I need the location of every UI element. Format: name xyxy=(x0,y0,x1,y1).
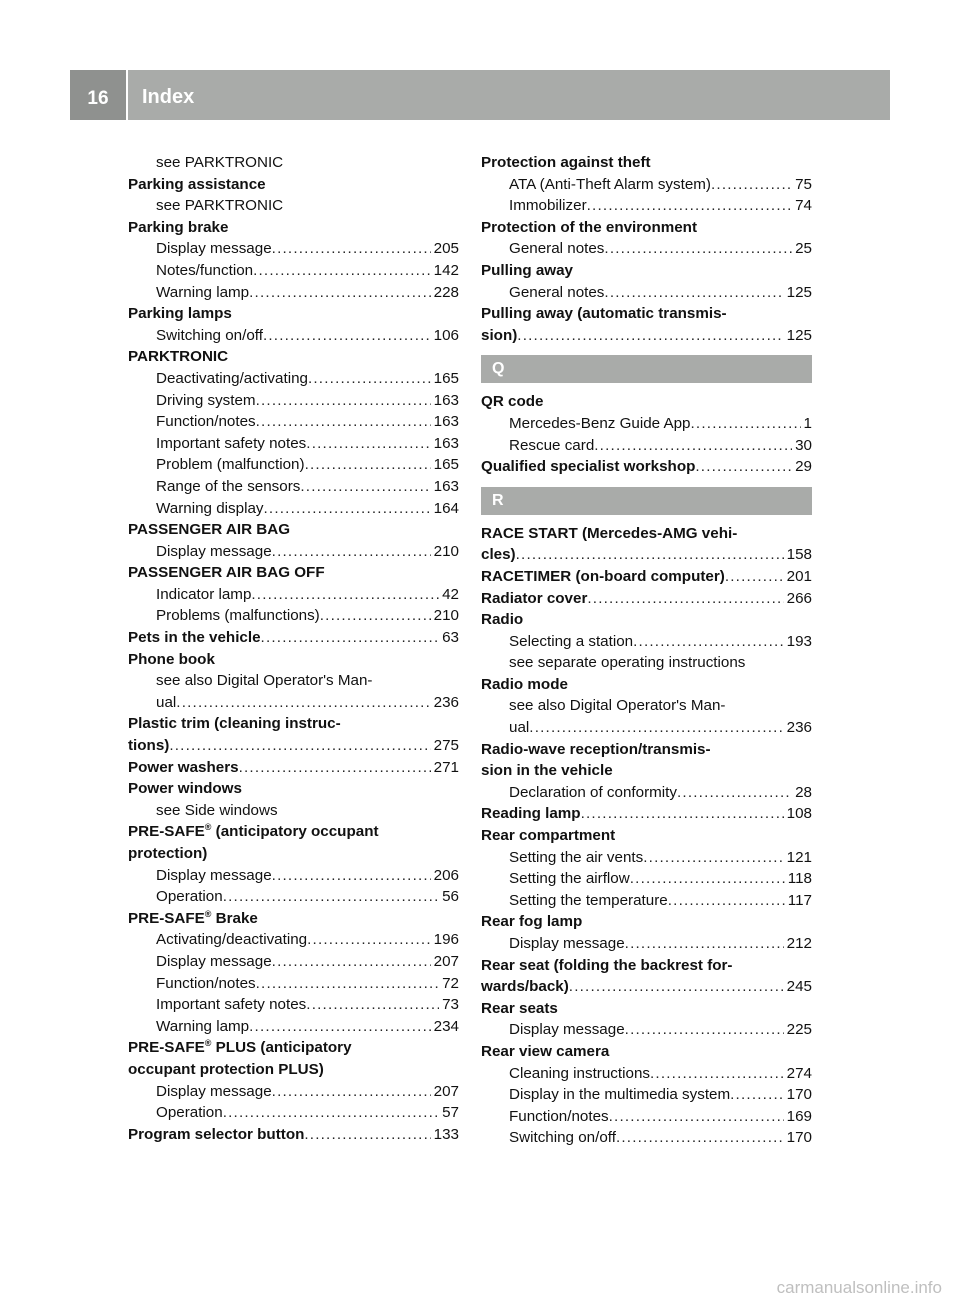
entry-text: Indicator lamp xyxy=(156,585,252,603)
page-reference: 118 xyxy=(787,870,812,888)
entry-text: Selecting a station xyxy=(509,632,634,650)
entry-text: Radio xyxy=(481,611,524,629)
page-reference: 165 xyxy=(433,456,459,474)
index-subentry xyxy=(128,238,459,260)
entry-text: Radio-wave reception/transmis- xyxy=(481,740,711,758)
index-entry xyxy=(481,674,812,696)
page-reference: 170 xyxy=(786,1086,812,1104)
entry-text: Problems (malfunctions) xyxy=(156,607,320,625)
dot-leader xyxy=(239,757,431,779)
page-reference: 1 xyxy=(803,414,812,432)
page-reference: 30 xyxy=(795,436,812,454)
header-divider xyxy=(126,70,128,120)
entry-text: Phone book xyxy=(128,650,215,668)
entry-text: Protection against theft xyxy=(481,154,651,171)
index-subentry xyxy=(481,695,812,717)
entry-text: Important safety notes xyxy=(156,996,307,1014)
index-subentry xyxy=(128,1102,459,1124)
index-subentry xyxy=(481,868,812,890)
entry-text: Parking brake xyxy=(128,218,229,236)
page-reference: 42 xyxy=(442,585,459,603)
page-reference: 164 xyxy=(433,499,459,517)
dot-leader xyxy=(616,1127,784,1149)
index-subentry xyxy=(481,890,812,912)
index-entry xyxy=(128,562,459,584)
entry-text: Operation xyxy=(156,888,223,906)
index-entry xyxy=(128,1037,459,1059)
dot-leader xyxy=(256,390,431,412)
entry-text: see also Digital Operator's Man- xyxy=(156,672,373,690)
index-subentry xyxy=(128,325,459,347)
page-reference: 125 xyxy=(786,283,812,301)
page-reference: 63 xyxy=(442,629,459,647)
index-subentry xyxy=(481,413,812,435)
index-subentry xyxy=(481,195,812,217)
entry-text: Display message xyxy=(509,935,625,952)
dot-leader xyxy=(604,282,783,304)
index-entry xyxy=(128,821,459,843)
page-reference: 201 xyxy=(786,567,812,585)
index-entry xyxy=(128,735,459,757)
page-reference: 210 xyxy=(433,542,459,560)
index-subentry xyxy=(128,368,459,390)
dot-leader xyxy=(261,627,440,649)
dot-leader xyxy=(272,238,431,260)
index-entry xyxy=(481,998,812,1020)
dot-leader xyxy=(630,868,785,890)
dot-leader xyxy=(594,435,792,457)
entry-text: Function/notes xyxy=(156,974,256,992)
entry-text: Display message xyxy=(156,1082,272,1100)
page-reference: 142 xyxy=(433,261,459,279)
entry-text: Warning lamp xyxy=(156,283,250,301)
page-reference: 266 xyxy=(786,589,812,607)
index-subentry xyxy=(128,390,459,412)
dot-leader xyxy=(516,544,784,566)
entry-text: Activating/deactivating xyxy=(156,931,308,949)
page-reference: 207 xyxy=(433,952,459,970)
entry-text: Mercedes-Benz Guide App xyxy=(509,414,691,432)
dot-leader xyxy=(625,1019,784,1041)
entry-text: ual xyxy=(509,719,530,737)
page-reference: 170 xyxy=(786,1129,812,1147)
entry-text: see separate operating instructions xyxy=(509,654,746,672)
index-entry xyxy=(128,1059,459,1081)
entry-text: RACETIMER (on-board computer) xyxy=(481,567,725,585)
entry-text: Important safety notes xyxy=(156,434,307,452)
index-subentry xyxy=(128,498,459,520)
dot-leader xyxy=(249,1016,431,1038)
dot-leader xyxy=(272,865,431,887)
dot-leader xyxy=(643,847,783,869)
entry-text: Display message xyxy=(156,542,272,560)
index-subentry xyxy=(128,994,459,1016)
dot-leader xyxy=(587,195,792,217)
letter-section-header: Q xyxy=(481,355,812,383)
index-entry xyxy=(481,825,812,847)
dot-leader xyxy=(256,411,431,433)
index-subentry xyxy=(128,670,459,692)
index-entry xyxy=(128,627,459,649)
index-subentry xyxy=(128,951,459,973)
dot-leader xyxy=(711,174,792,196)
index-entry xyxy=(128,346,459,368)
index-column-left xyxy=(128,152,459,1145)
index-subentry xyxy=(128,605,459,627)
page-reference: 163 xyxy=(433,434,459,452)
page-reference: 25 xyxy=(795,240,812,258)
dot-leader xyxy=(256,973,439,995)
entry-text: Notes/function xyxy=(156,261,254,279)
entry-text: Display message xyxy=(156,240,272,258)
dot-leader xyxy=(517,325,783,347)
dot-leader xyxy=(320,605,431,627)
dot-leader xyxy=(307,929,431,951)
index-subentry xyxy=(481,1063,812,1085)
dot-leader xyxy=(263,325,431,347)
dot-leader xyxy=(633,631,784,653)
index-subentry xyxy=(481,1084,812,1106)
index-entry xyxy=(481,760,812,782)
dot-leader xyxy=(272,1081,431,1103)
dot-leader xyxy=(581,803,784,825)
entry-text: Pulling away (automatic transmis- xyxy=(481,305,727,323)
page-reference: 74 xyxy=(795,197,812,215)
dot-leader xyxy=(272,951,431,973)
entry-text: Rear seat (folding the backrest for- xyxy=(481,956,733,974)
entry-text: Switching on/off xyxy=(509,1129,616,1147)
entry-text: PARKTRONIC xyxy=(128,348,229,366)
entry-text: Protection of the environment xyxy=(481,218,698,236)
dot-leader xyxy=(169,735,430,757)
index-entry xyxy=(481,523,812,545)
index-subentry xyxy=(481,652,812,674)
entry-text: Rear compartment xyxy=(481,827,616,845)
index-column-right xyxy=(481,152,812,1149)
page-number: 16 xyxy=(70,70,126,120)
entry-text: Deactivating/activating xyxy=(156,369,308,387)
dot-leader xyxy=(587,588,783,610)
index-subentry xyxy=(128,541,459,563)
page-reference: 163 xyxy=(433,413,459,431)
entry-text: Setting the air vents xyxy=(509,848,644,866)
index-subentry xyxy=(128,411,459,433)
entry-text: Range of the sensors xyxy=(156,477,301,495)
entry-text: Display message xyxy=(156,866,272,884)
entry-text: Plastic trim (cleaning instruc- xyxy=(128,715,341,733)
entry-text: Display message xyxy=(509,1021,625,1039)
index-entry xyxy=(481,566,812,588)
index-subentry xyxy=(128,260,459,282)
page-reference: 165 xyxy=(433,369,459,387)
dot-leader xyxy=(625,933,784,955)
index-entry xyxy=(481,588,812,610)
dot-leader xyxy=(695,456,792,478)
entry-text: Pets in the vehicle xyxy=(128,629,261,647)
index-entry xyxy=(128,908,459,930)
entry-text: Driving system xyxy=(156,391,256,409)
index-subentry xyxy=(128,886,459,908)
page-reference: 207 xyxy=(433,1082,459,1100)
index-subentry xyxy=(128,973,459,995)
entry-text: see PARKTRONIC xyxy=(156,154,284,171)
entry-text: ATA (Anti-Theft Alarm system) xyxy=(509,175,711,193)
index-entry xyxy=(128,843,459,865)
index-subentry xyxy=(481,1127,812,1149)
page-reference: 163 xyxy=(433,391,459,409)
index-entry xyxy=(128,217,459,239)
entry-text: see also Digital Operator's Man- xyxy=(509,697,726,715)
index-subentry xyxy=(128,282,459,304)
entry-text: PRE-SAFE® (anticipatory occupant xyxy=(128,822,379,841)
page-reference: 29 xyxy=(795,458,812,476)
entry-text: see Side windows xyxy=(156,801,278,819)
entry-text: Display message xyxy=(156,952,272,970)
entry-text: Radio mode xyxy=(481,675,568,693)
entry-text: Warning lamp xyxy=(156,1017,250,1035)
entry-text: Function/notes xyxy=(509,1107,609,1125)
entry-text: cles) xyxy=(481,546,516,564)
index-entry xyxy=(481,976,812,998)
page-reference: 212 xyxy=(786,935,812,952)
index-entry xyxy=(481,152,812,174)
index-entry xyxy=(481,609,812,631)
index-subentry xyxy=(128,865,459,887)
dot-leader xyxy=(604,238,792,260)
entry-text: Parking lamps xyxy=(128,305,232,323)
entry-text: Radiator cover xyxy=(481,589,588,607)
dot-leader xyxy=(730,1084,784,1106)
index-subentry xyxy=(128,476,459,498)
page-reference: 228 xyxy=(433,283,459,301)
page-reference: 236 xyxy=(433,693,459,711)
entry-text: RACE START (Mercedes-AMG vehi- xyxy=(481,524,738,542)
index-entry xyxy=(128,519,459,541)
page-reference: 125 xyxy=(786,326,812,344)
page-reference: 121 xyxy=(786,848,812,866)
index-entry xyxy=(128,778,459,800)
page-reference: 234 xyxy=(433,1017,459,1035)
entry-text: tions) xyxy=(128,737,170,755)
index-subentry xyxy=(481,282,812,304)
page-reference: 158 xyxy=(786,546,812,564)
index-entry xyxy=(481,391,812,413)
dot-leader xyxy=(650,1063,784,1085)
entry-text: Pulling away xyxy=(481,261,573,279)
dot-leader xyxy=(691,413,801,435)
index-entry xyxy=(481,217,812,239)
index-subentry xyxy=(481,782,812,804)
page-reference: 210 xyxy=(433,607,459,625)
page-reference: 163 xyxy=(433,477,459,495)
entry-text: see PARKTRONIC xyxy=(156,197,284,215)
letter-section-header: R xyxy=(481,487,812,515)
entry-text: Program selector button xyxy=(128,1125,305,1143)
dot-leader xyxy=(272,541,431,563)
index-subentry xyxy=(128,929,459,951)
entry-text: Switching on/off xyxy=(156,326,263,344)
page-reference: 73 xyxy=(442,996,459,1014)
dot-leader xyxy=(306,994,439,1016)
index-entry xyxy=(481,803,812,825)
index-subentry xyxy=(481,717,812,739)
entry-text: wards/back) xyxy=(481,978,569,996)
dot-leader xyxy=(306,433,430,455)
entry-text: Power washers xyxy=(128,758,239,776)
index-subentry xyxy=(481,174,812,196)
entry-text: Warning display xyxy=(156,499,264,517)
entry-text: General notes xyxy=(509,240,605,258)
section-title: Index xyxy=(142,85,195,108)
index-subentry xyxy=(481,933,812,955)
page-reference: 271 xyxy=(433,758,459,776)
entry-text: Declaration of conformity xyxy=(509,783,677,801)
page-reference: 169 xyxy=(786,1107,812,1125)
entry-text: PASSENGER AIR BAG OFF xyxy=(128,564,325,582)
dot-leader xyxy=(253,260,431,282)
entry-text: Display in the multimedia system xyxy=(509,1086,731,1104)
index-entry xyxy=(128,757,459,779)
page-reference: 57 xyxy=(442,1104,459,1122)
dot-leader xyxy=(223,886,439,908)
page-reference: 206 xyxy=(433,866,459,884)
index-entry xyxy=(481,739,812,761)
entry-text: Setting the airflow xyxy=(509,870,630,888)
index-subentry xyxy=(128,152,459,174)
page-reference: 133 xyxy=(433,1125,459,1143)
entry-text: Qualified specialist workshop xyxy=(481,458,696,476)
dot-leader xyxy=(305,454,431,476)
index-entry xyxy=(481,544,812,566)
index-entry xyxy=(128,713,459,735)
entry-text: QR code xyxy=(481,393,544,411)
entry-text: Rear seats xyxy=(481,999,558,1017)
index-subentry xyxy=(128,692,459,714)
index-subentry xyxy=(128,800,459,822)
entry-text: sion in the vehicle xyxy=(481,762,613,780)
entry-text: Rear fog lamp xyxy=(481,913,583,931)
entry-text: Reading lamp xyxy=(481,805,581,823)
index-entry xyxy=(481,260,812,282)
page-reference: 193 xyxy=(786,632,812,650)
dot-leader xyxy=(176,692,430,714)
dot-leader xyxy=(308,368,431,390)
index-subentry xyxy=(128,433,459,455)
dot-leader xyxy=(677,782,792,804)
index-subentry xyxy=(128,584,459,606)
index-entry xyxy=(481,911,812,933)
entry-text: sion) xyxy=(481,326,518,344)
dot-leader xyxy=(725,566,784,588)
entry-text: Setting the temperature xyxy=(509,891,668,909)
dot-leader xyxy=(304,1124,430,1146)
entry-text: PASSENGER AIR BAG xyxy=(128,521,291,539)
page-reference: 236 xyxy=(786,719,812,737)
page-reference: 275 xyxy=(433,737,459,755)
index-entry xyxy=(128,303,459,325)
index-subentry xyxy=(481,631,812,653)
entry-text: Rescue card xyxy=(509,436,595,454)
entry-text: occupant protection PLUS) xyxy=(128,1060,324,1078)
index-subentry xyxy=(128,1081,459,1103)
entry-text: Function/notes xyxy=(156,413,256,431)
dot-leader xyxy=(249,282,431,304)
index-subentry xyxy=(481,435,812,457)
index-subentry xyxy=(481,238,812,260)
dot-leader xyxy=(609,1106,784,1128)
entry-text: Problem (malfunction) xyxy=(156,456,305,474)
index-entry xyxy=(481,955,812,977)
page-reference: 245 xyxy=(786,978,812,996)
entry-text: Rear view camera xyxy=(481,1042,610,1060)
dot-leader xyxy=(263,498,430,520)
index-entry xyxy=(128,174,459,196)
page-reference: 225 xyxy=(786,1021,812,1039)
index-entry xyxy=(128,649,459,671)
entry-text: PRE-SAFE® PLUS (anticipatory xyxy=(128,1038,352,1057)
dot-leader xyxy=(529,717,783,739)
dot-leader xyxy=(668,890,785,912)
index-subentry xyxy=(128,195,459,217)
dot-leader xyxy=(300,476,430,498)
entry-text: Parking assistance xyxy=(128,175,266,193)
page-reference: 205 xyxy=(433,240,459,258)
dot-leader xyxy=(569,976,784,998)
dot-leader xyxy=(251,584,439,606)
page-reference: 117 xyxy=(787,891,812,909)
entry-text: Power windows xyxy=(128,780,242,798)
page-reference: 108 xyxy=(786,805,812,823)
index-entry xyxy=(481,1041,812,1063)
entry-text: protection) xyxy=(128,845,208,862)
watermark: carmanualsonline.info xyxy=(776,1278,942,1297)
index-subentry xyxy=(481,847,812,869)
index-entry xyxy=(481,456,812,478)
entry-text: PRE-SAFE® Brake xyxy=(128,908,258,927)
page-reference: 274 xyxy=(786,1064,812,1082)
entry-text: Cleaning instructions xyxy=(509,1064,650,1082)
index-subentry xyxy=(128,454,459,476)
page-reference: 28 xyxy=(795,783,812,801)
index-entry xyxy=(128,1124,459,1146)
entry-text: General notes xyxy=(509,283,605,301)
index-subentry xyxy=(481,1106,812,1128)
page-header xyxy=(70,70,890,120)
index-entry xyxy=(481,325,812,347)
index-subentry xyxy=(128,1016,459,1038)
page-reference: 196 xyxy=(433,931,459,949)
index-entry xyxy=(481,303,812,325)
page-reference: 106 xyxy=(433,326,459,344)
page-reference: 75 xyxy=(795,175,812,193)
page-reference: 72 xyxy=(442,974,459,992)
entry-text: Immobilizer xyxy=(509,197,587,215)
index-subentry xyxy=(481,1019,812,1041)
page-reference: 56 xyxy=(442,888,459,906)
dot-leader xyxy=(223,1102,439,1124)
entry-text: Operation xyxy=(156,1104,223,1122)
entry-text: ual xyxy=(156,693,177,711)
